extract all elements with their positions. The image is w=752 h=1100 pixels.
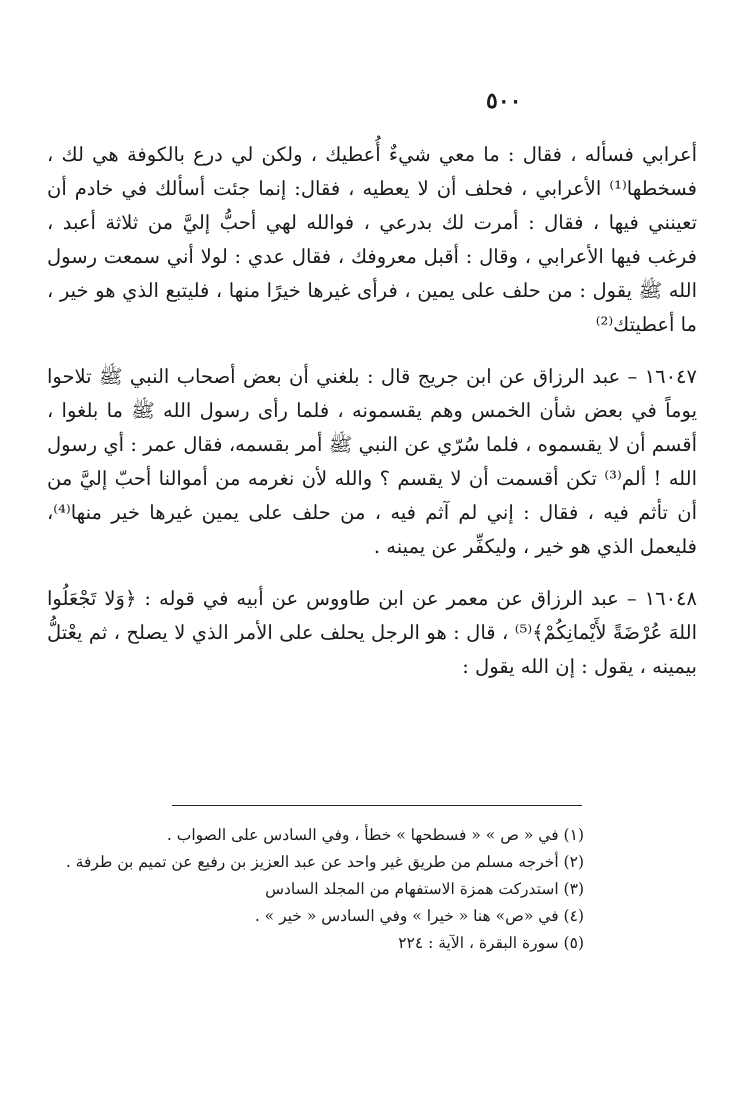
footnote-4: (٤) في «ص» هنا « خيرا » وفي السادس « خير » . [254, 907, 584, 925]
paragraph-continuation: أعرابي فسأله ، فقال : ما معي شيءٌ أُعطيك ، ولكن لي درع بالكوفة هي لك ، فسخطها⁽¹⁾ الأعرابي ، فحلف أن لا يعطيه ، فقال: إنما جئت أسألك في خادم أن تعينني فيها ، فقال : أمرت لك بدرعي ، فوالله لهي أحبُّ إليَّ من ثلاثة أعبد ، فرغب فيها الأعرابي ، وقال : أقبل معروفك ، فقال عدي : لولا أني سمعت رسول الله ﷺ يقول : من حلف على يمين ، فرأى غيرها خيرًا منها ، فليتبع الذي هو خير ، ما أعطيتك⁽²⁾ [47, 143, 697, 336]
footnote-1: (١) في « ص » « فسطحها » خطأ ، وفي السادس على الصواب . [166, 826, 584, 844]
page-number: ٥٠٠ [486, 88, 522, 114]
paragraph-16047: ١٦٠٤٧ – عبد الرزاق عن ابن جريج قال : بلغني أن بعض أصحاب النبي ﷺ تلاحوا يوماً في بعض شأن الخمس وهم يقسمونه ، فلما رأى رسول الله ﷺ ما بلغوا ، أقسم أن لا يقسموه ، فلما سُرّي عن النبي ﷺ أمر بقسمه، فقال عمر : أي رسول الله ! ألم⁽³⁾ تكن أقسمت أن لا يقسم ؟ والله لأن نغرمه من أموالنا أحبّ إليَّ من أن تأثم فيه ، فقال : إني لم آثم فيه ، من حلف على يمين غيرها خير منها⁽⁴⁾، فليعمل الذي هو خير ، وليكفِّر عن يمينه . [47, 365, 697, 558]
footnote-3: (٣) استدركت همزة الاستفهام من المجلد السادس [265, 880, 584, 898]
paragraph-16048: ١٦٠٤٨ – عبد الرزاق عن معمر عن ابن طاووس عن أبيه في قوله : ﴿وَلا تَجْعَلُوا اللهَ عُرْضَةً لأَيْمانِكُمْ﴾⁽⁵⁾ ، قال : هو الرجل يحلف على الأمر الذي لا يصلح ، ثم يعْتلُّ بيمينه ، يقول : إن الله يقول : [47, 587, 697, 678]
footnote-divider [172, 805, 582, 806]
footnotes [65, 822, 584, 957]
footnote-2: (٢) أخرجه مسلم من طريق غير واحد عن عبد العزيز بن رفيع عن تميم بن طرفة . [65, 853, 584, 871]
footnote-5: (٥) سورة البقرة ، الآية : ٢٢٤ [398, 934, 584, 952]
main-text [47, 138, 697, 684]
